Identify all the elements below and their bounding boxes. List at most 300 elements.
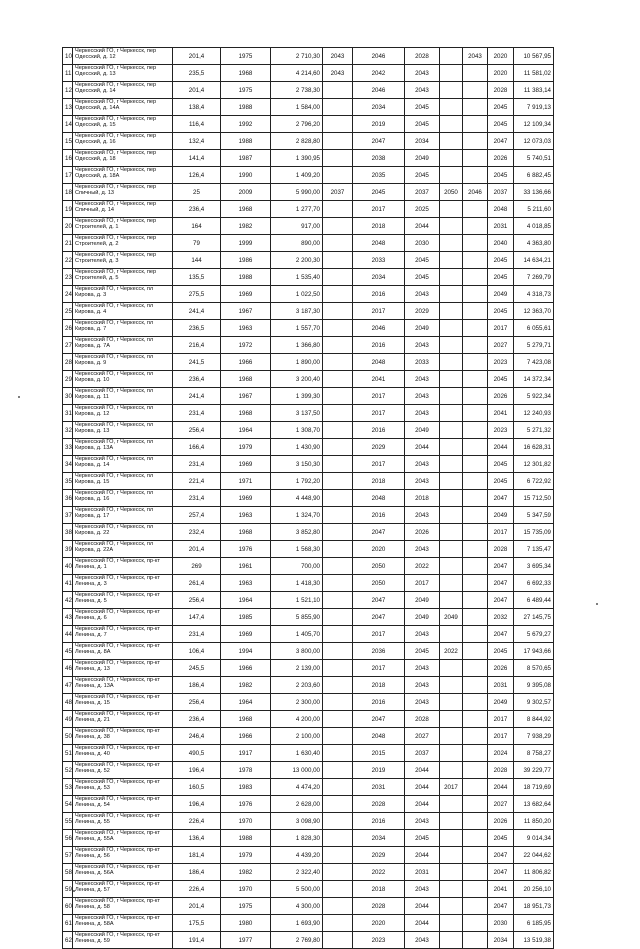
- work-year-cell: [440, 82, 463, 99]
- work-year-cell: [440, 269, 463, 286]
- area-cell: 256,4: [173, 422, 221, 439]
- work-year-cell: 2017: [353, 303, 405, 320]
- work-year-cell: [463, 269, 488, 286]
- work-year-cell: 2043: [405, 456, 440, 473]
- address-cell: Черкесский ГО, г Черкесск, пр-кт Ленина, д. 54: [73, 796, 173, 813]
- work-year-cell: 2043: [405, 388, 440, 405]
- total-cell: 12 073,03: [514, 133, 554, 150]
- work-year-cell: 2034: [353, 830, 405, 847]
- work-year-cell: [440, 116, 463, 133]
- work-year-cell: 2047: [488, 864, 514, 881]
- year-built-cell: 1975: [221, 48, 271, 65]
- table-row: [63, 830, 554, 847]
- work-year-cell: 2028: [488, 541, 514, 558]
- address-cell: Черкесский ГО, г Черкесск, пер Строителей, д. 1: [73, 218, 173, 235]
- total-cell: 8 758,27: [514, 745, 554, 762]
- work-year-cell: 2033: [353, 252, 405, 269]
- total-cell: 7 938,29: [514, 728, 554, 745]
- row-number: 44: [63, 626, 73, 643]
- work-year-cell: 2047: [353, 609, 405, 626]
- work-year-cell: 2016: [353, 337, 405, 354]
- work-year-cell: [463, 116, 488, 133]
- work-year-cell: 2048: [353, 235, 405, 252]
- table-row: [63, 813, 554, 830]
- work-year-cell: 2017: [353, 626, 405, 643]
- area-cell: 261,4: [173, 575, 221, 592]
- area-cell: 201,4: [173, 898, 221, 915]
- work-year-cell: 2045: [488, 371, 514, 388]
- work-year-cell: [463, 728, 488, 745]
- work-year-cell: 2031: [405, 864, 440, 881]
- year-built-cell: 1967: [221, 388, 271, 405]
- table-row: [63, 218, 554, 235]
- table-row: [63, 252, 554, 269]
- work-year-cell: 2023: [488, 354, 514, 371]
- work-year-cell: 2037: [405, 745, 440, 762]
- total-cell: 3 695,34: [514, 558, 554, 575]
- address-cell: Черкесский ГО, г Черкесск, пл Кирова, д. 22: [73, 524, 173, 541]
- work-year-cell: 2025: [405, 201, 440, 218]
- work-year-cell: [440, 388, 463, 405]
- work-year-cell: [323, 575, 353, 592]
- cost-cell: 3 150,30: [271, 456, 323, 473]
- address-cell: Черкесский ГО, г Черкесск, пр-кт Ленина, д. 15: [73, 694, 173, 711]
- address-cell: Черкесский ГО, г Черкесск, пл Кирова, д. 4: [73, 303, 173, 320]
- work-year-cell: 2046: [353, 320, 405, 337]
- area-cell: 201,4: [173, 541, 221, 558]
- work-year-cell: [440, 915, 463, 932]
- work-year-cell: [463, 541, 488, 558]
- total-cell: 9 302,57: [514, 694, 554, 711]
- area-cell: 236,4: [173, 371, 221, 388]
- work-year-cell: 2048: [353, 354, 405, 371]
- work-year-cell: [323, 847, 353, 864]
- total-cell: 6 055,61: [514, 320, 554, 337]
- work-year-cell: [323, 167, 353, 184]
- work-year-cell: [440, 762, 463, 779]
- table-row: [63, 320, 554, 337]
- row-number: 45: [63, 643, 73, 660]
- total-cell: 13 519,38: [514, 932, 554, 949]
- area-cell: 490,5: [173, 745, 221, 762]
- work-year-cell: 2017: [488, 320, 514, 337]
- area-cell: 256,4: [173, 694, 221, 711]
- work-year-cell: 2048: [488, 201, 514, 218]
- row-number: 11: [63, 65, 73, 82]
- work-year-cell: 2018: [353, 473, 405, 490]
- work-year-cell: [323, 728, 353, 745]
- cost-cell: 2 139,00: [271, 660, 323, 677]
- work-year-cell: 2040: [488, 235, 514, 252]
- year-built-cell: 1968: [221, 524, 271, 541]
- work-year-cell: [463, 932, 488, 949]
- total-cell: 11 850,20: [514, 813, 554, 830]
- work-year-cell: 2043: [405, 932, 440, 949]
- row-number: 10: [63, 48, 73, 65]
- row-number: 39: [63, 541, 73, 558]
- work-year-cell: 2034: [488, 932, 514, 949]
- work-year-cell: 2045: [405, 830, 440, 847]
- work-year-cell: [323, 558, 353, 575]
- row-number: 16: [63, 150, 73, 167]
- work-year-cell: 2047: [488, 490, 514, 507]
- work-year-cell: [323, 830, 353, 847]
- row-number: 35: [63, 473, 73, 490]
- work-year-cell: [440, 507, 463, 524]
- work-year-cell: 2019: [353, 116, 405, 133]
- address-cell: Черкесский ГО, г Черкесск, пер Одесский, д. 14А: [73, 99, 173, 116]
- total-cell: 6 185,95: [514, 915, 554, 932]
- address-cell: Черкесский ГО, г Черкесск, пл Кирова, д. 17: [73, 507, 173, 524]
- cost-cell: 5 855,90: [271, 609, 323, 626]
- work-year-cell: [440, 252, 463, 269]
- year-built-cell: 1968: [221, 711, 271, 728]
- work-year-cell: 2017: [353, 388, 405, 405]
- row-number: 14: [63, 116, 73, 133]
- work-year-cell: [440, 150, 463, 167]
- address-cell: Черкесский ГО, г Черкесск, пр-кт Ленина, д. 7: [73, 626, 173, 643]
- year-built-cell: 1964: [221, 422, 271, 439]
- work-year-cell: 2016: [353, 286, 405, 303]
- work-year-cell: 2045: [405, 99, 440, 116]
- row-number: 24: [63, 286, 73, 303]
- row-number: 21: [63, 235, 73, 252]
- work-year-cell: 2046: [353, 48, 405, 65]
- work-year-cell: [463, 881, 488, 898]
- cost-cell: 2 769,80: [271, 932, 323, 949]
- cost-cell: 1 535,40: [271, 269, 323, 286]
- work-year-cell: [323, 354, 353, 371]
- work-year-cell: 2045: [488, 252, 514, 269]
- work-year-cell: 2029: [353, 439, 405, 456]
- area-cell: 164: [173, 218, 221, 235]
- work-year-cell: [323, 116, 353, 133]
- work-year-cell: [323, 796, 353, 813]
- area-cell: 246,4: [173, 728, 221, 745]
- work-year-cell: [323, 745, 353, 762]
- cost-cell: 1 366,80: [271, 337, 323, 354]
- work-year-cell: 2049: [488, 507, 514, 524]
- work-year-cell: 2022: [405, 558, 440, 575]
- area-cell: 186,4: [173, 677, 221, 694]
- table-row: [63, 184, 554, 201]
- work-year-cell: [440, 422, 463, 439]
- work-year-cell: [323, 592, 353, 609]
- work-year-cell: [463, 473, 488, 490]
- table-row: [63, 898, 554, 915]
- table-row: [63, 167, 554, 184]
- table-row: [63, 48, 554, 65]
- row-number: 18: [63, 184, 73, 201]
- cost-cell: 1 521,10: [271, 592, 323, 609]
- work-year-cell: 2037: [488, 184, 514, 201]
- work-year-cell: 2043: [405, 626, 440, 643]
- work-year-cell: [323, 643, 353, 660]
- year-built-cell: 1963: [221, 575, 271, 592]
- work-year-cell: 2045: [405, 252, 440, 269]
- year-built-cell: 1980: [221, 915, 271, 932]
- year-built-cell: 1967: [221, 303, 271, 320]
- year-built-cell: 1999: [221, 235, 271, 252]
- work-year-cell: 2043: [405, 541, 440, 558]
- address-cell: Черкесский ГО, г Черкесск, пл Кирова, д. 11: [73, 388, 173, 405]
- area-cell: 221,4: [173, 473, 221, 490]
- work-year-cell: [440, 167, 463, 184]
- total-cell: 9 014,34: [514, 830, 554, 847]
- work-year-cell: 2026: [405, 524, 440, 541]
- year-built-cell: 1968: [221, 201, 271, 218]
- table-row: [63, 796, 554, 813]
- year-built-cell: 1978: [221, 762, 271, 779]
- table-row: [63, 694, 554, 711]
- work-year-cell: 2043: [405, 473, 440, 490]
- work-year-cell: 2022: [353, 864, 405, 881]
- cost-cell: 2 710,30: [271, 48, 323, 65]
- cost-cell: 5 990,00: [271, 184, 323, 201]
- work-year-cell: 2028: [488, 762, 514, 779]
- row-number: 51: [63, 745, 73, 762]
- area-cell: 25: [173, 184, 221, 201]
- work-year-cell: 2043: [405, 337, 440, 354]
- work-year-cell: 2037: [323, 184, 353, 201]
- work-year-cell: [463, 252, 488, 269]
- work-year-cell: 2047: [353, 592, 405, 609]
- row-number: 52: [63, 762, 73, 779]
- cost-cell: 2 828,80: [271, 133, 323, 150]
- work-year-cell: [463, 150, 488, 167]
- year-built-cell: 1982: [221, 864, 271, 881]
- address-cell: Черкесский ГО, г Черкесск, пр-кт Ленина, д. 5: [73, 592, 173, 609]
- work-year-cell: [440, 711, 463, 728]
- work-year-cell: 2049: [405, 320, 440, 337]
- cost-cell: 1 890,00: [271, 354, 323, 371]
- work-year-cell: [440, 48, 463, 65]
- work-year-cell: [323, 711, 353, 728]
- address-cell: Черкесский ГО, г Черкесск, пл Кирова, д. 13: [73, 422, 173, 439]
- work-year-cell: 2042: [353, 65, 405, 82]
- work-year-cell: 2034: [405, 133, 440, 150]
- work-year-cell: 2020: [353, 915, 405, 932]
- address-cell: Черкесский ГО, г Черкесск, пр-кт Ленина, д. 3: [73, 575, 173, 592]
- work-year-cell: 2038: [353, 150, 405, 167]
- work-year-cell: 2047: [353, 524, 405, 541]
- work-year-cell: [323, 932, 353, 949]
- area-cell: 231,4: [173, 626, 221, 643]
- cost-cell: 4 439,20: [271, 847, 323, 864]
- address-cell: Черкесский ГО, г Черкесск, пл Кирова, д. 14: [73, 456, 173, 473]
- work-year-cell: 2050: [353, 575, 405, 592]
- address-cell: Черкесский ГО, г Черкесск, пл Кирова, д. 16: [73, 490, 173, 507]
- cost-cell: 2 100,00: [271, 728, 323, 745]
- row-number: 42: [63, 592, 73, 609]
- total-cell: 27 145,75: [514, 609, 554, 626]
- table-row: [63, 286, 554, 303]
- work-year-cell: 2027: [488, 337, 514, 354]
- work-year-cell: 2026: [488, 388, 514, 405]
- total-cell: 14 372,34: [514, 371, 554, 388]
- work-year-cell: [323, 660, 353, 677]
- work-year-cell: [440, 473, 463, 490]
- table-row: [63, 881, 554, 898]
- work-year-cell: [463, 830, 488, 847]
- table-row: [63, 371, 554, 388]
- year-built-cell: 1966: [221, 354, 271, 371]
- address-cell: Черкесский ГО, г Черкесск, пер Одесский, д. 16: [73, 133, 173, 150]
- work-year-cell: [463, 167, 488, 184]
- work-year-cell: [463, 592, 488, 609]
- row-number: 12: [63, 82, 73, 99]
- work-year-cell: [323, 269, 353, 286]
- row-number: 54: [63, 796, 73, 813]
- work-year-cell: [323, 337, 353, 354]
- work-year-cell: [440, 728, 463, 745]
- year-built-cell: 1966: [221, 728, 271, 745]
- address-cell: Черкесский ГО, г Черкесск, пр-кт Ленина, д. 55: [73, 813, 173, 830]
- total-cell: 6 692,33: [514, 575, 554, 592]
- work-year-cell: 2047: [353, 711, 405, 728]
- year-built-cell: 1990: [221, 167, 271, 184]
- table-row: [63, 269, 554, 286]
- table-row: [63, 864, 554, 881]
- cost-cell: 1 568,30: [271, 541, 323, 558]
- work-year-cell: 2044: [488, 779, 514, 796]
- work-year-cell: [463, 65, 488, 82]
- area-cell: 231,4: [173, 405, 221, 422]
- total-cell: 15 735,09: [514, 524, 554, 541]
- work-year-cell: [323, 303, 353, 320]
- table-row: [63, 490, 554, 507]
- work-year-cell: 2043: [323, 48, 353, 65]
- area-cell: 269: [173, 558, 221, 575]
- work-year-cell: [440, 337, 463, 354]
- work-year-cell: 2031: [488, 218, 514, 235]
- work-year-cell: 2047: [488, 898, 514, 915]
- work-year-cell: [440, 133, 463, 150]
- work-year-cell: [463, 303, 488, 320]
- work-year-cell: [323, 456, 353, 473]
- area-cell: 147,4: [173, 609, 221, 626]
- work-year-cell: [323, 422, 353, 439]
- total-cell: 15 712,50: [514, 490, 554, 507]
- work-year-cell: [463, 99, 488, 116]
- work-year-cell: [463, 864, 488, 881]
- work-year-cell: 2017: [353, 456, 405, 473]
- row-number: 62: [63, 932, 73, 949]
- row-number: 59: [63, 881, 73, 898]
- year-built-cell: 1979: [221, 847, 271, 864]
- address-cell: Черкесский ГО, г Черкесск, пр-кт Ленина, д. 8А: [73, 643, 173, 660]
- work-year-cell: [323, 915, 353, 932]
- row-number: 61: [63, 915, 73, 932]
- work-year-cell: 2029: [405, 303, 440, 320]
- address-cell: Черкесский ГО, г Черкесск, пр-кт Ленина, д. 59: [73, 932, 173, 949]
- work-year-cell: 2026: [488, 813, 514, 830]
- work-year-cell: 2017: [405, 575, 440, 592]
- address-cell: Черкесский ГО, г Черкесск, пр-кт Ленина, д. 53: [73, 779, 173, 796]
- table-row: [63, 337, 554, 354]
- work-year-cell: 2044: [405, 898, 440, 915]
- work-year-cell: 2043: [405, 405, 440, 422]
- work-year-cell: [463, 456, 488, 473]
- work-year-cell: [463, 558, 488, 575]
- cost-cell: 1 022,50: [271, 286, 323, 303]
- work-year-cell: [323, 677, 353, 694]
- work-year-cell: [323, 133, 353, 150]
- total-cell: 12 240,93: [514, 405, 554, 422]
- work-year-cell: [463, 677, 488, 694]
- cost-cell: 5 500,00: [271, 881, 323, 898]
- area-cell: 201,4: [173, 82, 221, 99]
- total-cell: 17 943,66: [514, 643, 554, 660]
- work-year-cell: [463, 626, 488, 643]
- year-built-cell: 1976: [221, 796, 271, 813]
- year-built-cell: 1988: [221, 269, 271, 286]
- cost-cell: 1 409,20: [271, 167, 323, 184]
- address-cell: Черкесский ГО, г Черкесск, пр-кт Ленина, д. 40: [73, 745, 173, 762]
- row-number: 55: [63, 813, 73, 830]
- work-year-cell: 2045: [488, 830, 514, 847]
- address-cell: Черкесский ГО, г Черкесск, пр-кт Ленина, д. 58: [73, 898, 173, 915]
- area-cell: 166,4: [173, 439, 221, 456]
- area-cell: 241,5: [173, 354, 221, 371]
- address-cell: Черкесский ГО, г Черкесск, пл Кирова, д. 22А: [73, 541, 173, 558]
- work-year-cell: 2043: [405, 677, 440, 694]
- table-row: [63, 915, 554, 932]
- work-year-cell: [323, 150, 353, 167]
- work-year-cell: 2022: [440, 643, 463, 660]
- row-number: 48: [63, 694, 73, 711]
- row-number: 50: [63, 728, 73, 745]
- total-cell: 12 109,34: [514, 116, 554, 133]
- work-year-cell: 2045: [488, 456, 514, 473]
- row-number: 17: [63, 167, 73, 184]
- cost-cell: 4 300,00: [271, 898, 323, 915]
- total-cell: 7 919,13: [514, 99, 554, 116]
- address-cell: Черкесский ГО, г Черкесск, пр-кт Ленина, д. 38: [73, 728, 173, 745]
- work-year-cell: 2050: [440, 184, 463, 201]
- work-year-cell: 2031: [353, 779, 405, 796]
- work-year-cell: 2045: [488, 303, 514, 320]
- work-year-cell: 2020: [488, 65, 514, 82]
- work-year-cell: 2049: [405, 422, 440, 439]
- work-year-cell: 2024: [488, 745, 514, 762]
- work-year-cell: [323, 779, 353, 796]
- work-year-cell: [463, 286, 488, 303]
- work-year-cell: [323, 201, 353, 218]
- work-year-cell: [323, 762, 353, 779]
- work-year-cell: [440, 541, 463, 558]
- cost-cell: 1 277,70: [271, 201, 323, 218]
- row-number: 47: [63, 677, 73, 694]
- total-cell: 5 347,59: [514, 507, 554, 524]
- total-cell: 11 581,02: [514, 65, 554, 82]
- work-year-cell: 2043: [405, 694, 440, 711]
- work-year-cell: [323, 320, 353, 337]
- work-year-cell: 2043: [323, 65, 353, 82]
- address-cell: Черкесский ГО, г Черкесск, пер Строителей, д. 5: [73, 269, 173, 286]
- work-year-cell: [463, 235, 488, 252]
- row-number: 43: [63, 609, 73, 626]
- work-year-cell: 2048: [353, 490, 405, 507]
- work-year-cell: 2043: [463, 48, 488, 65]
- row-number: 27: [63, 337, 73, 354]
- cost-cell: 3 187,30: [271, 303, 323, 320]
- work-year-cell: [323, 252, 353, 269]
- area-cell: 136,4: [173, 830, 221, 847]
- work-year-cell: [323, 82, 353, 99]
- cost-cell: 3 800,00: [271, 643, 323, 660]
- total-cell: 11 383,14: [514, 82, 554, 99]
